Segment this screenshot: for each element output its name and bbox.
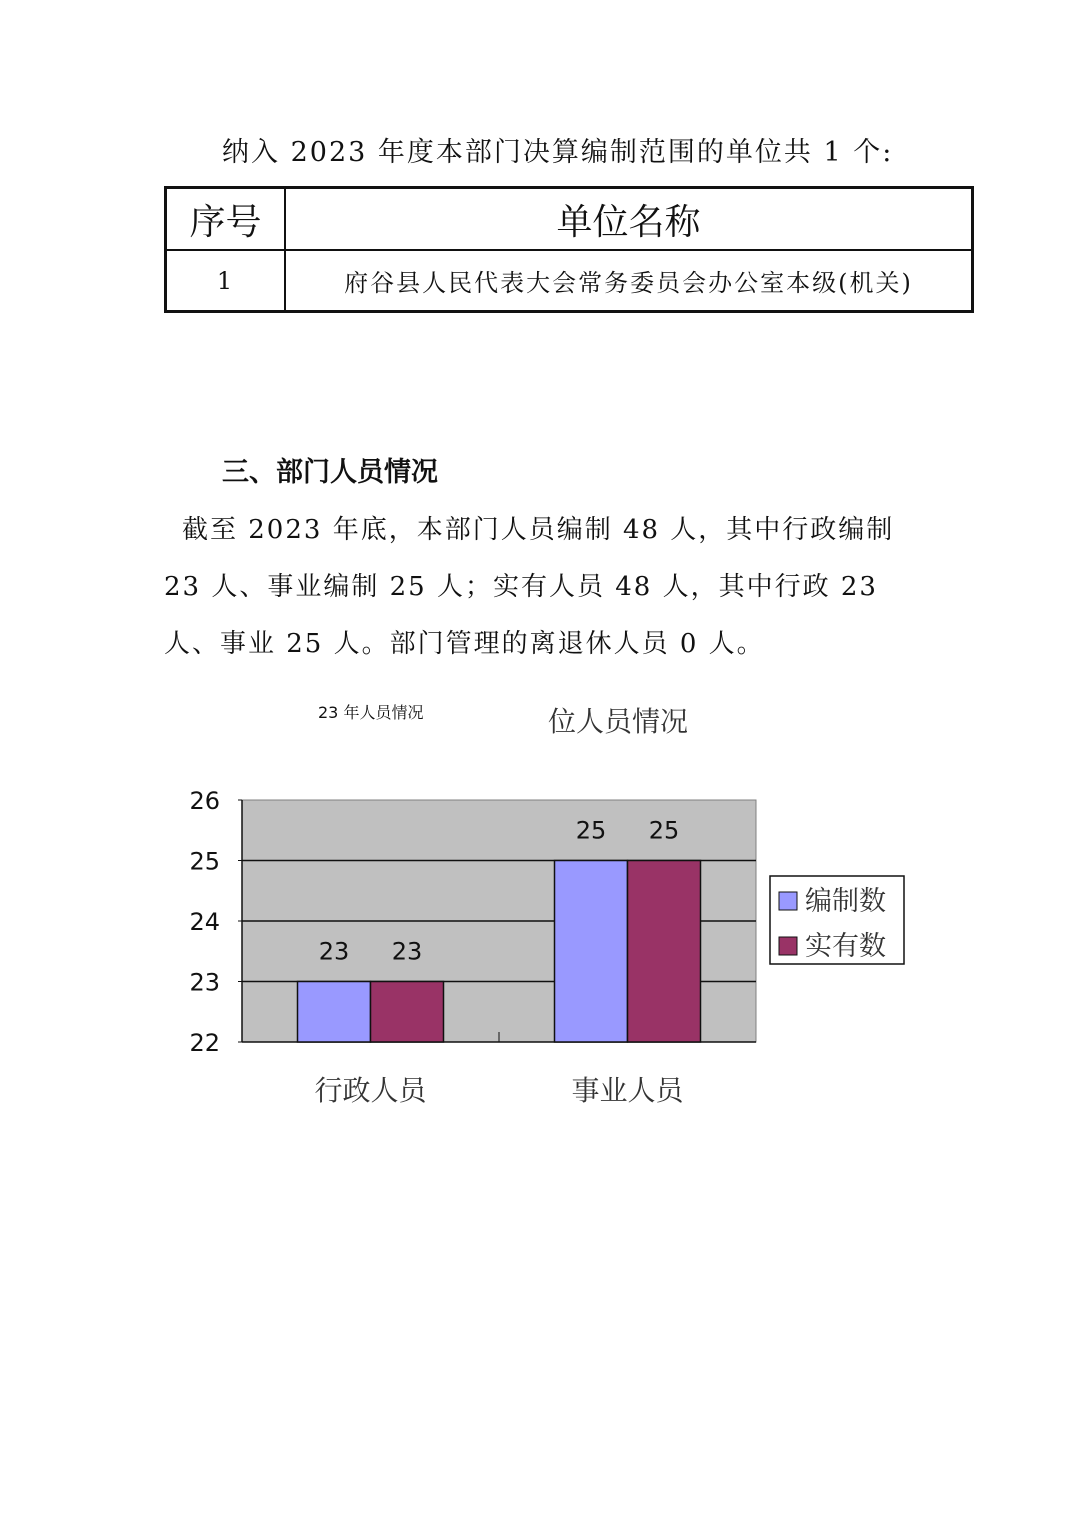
bar	[628, 861, 701, 1043]
data-label: 25	[575, 816, 607, 845]
chart-title: 位人员情况	[548, 705, 689, 738]
legend-label: 编制数	[805, 886, 886, 917]
y-tick-label: 24	[189, 908, 220, 936]
table-row	[166, 250, 973, 312]
cell-unit-name: 府谷县人民代表大会常务委员会办公室本级(机关)	[285, 250, 973, 312]
y-tick-label: 26	[189, 787, 220, 815]
bar	[555, 861, 628, 1043]
cell-seq: 1	[166, 250, 286, 312]
section-title: 三、部门人员情况	[222, 457, 438, 488]
unit-table	[164, 186, 974, 313]
x-category-label: 行政人员	[314, 1074, 427, 1107]
header-unit-name: 单位名称	[285, 188, 973, 251]
y-tick-label: 22	[189, 1029, 220, 1057]
bar	[298, 982, 371, 1043]
data-label: 23	[318, 937, 350, 966]
staff-paragraph	[164, 502, 924, 673]
x-category-label: 事业人员	[571, 1074, 684, 1107]
legend-swatch	[779, 892, 797, 910]
table-header-row	[166, 188, 973, 251]
intro-text: 纳入 2023 年度本部门决算编制范围的单位共 1 个:	[222, 137, 894, 168]
staff-paragraph-text: 截至 2023 年底，本部门人员编制 48 人，其中行政编制 23 人、事业编制 25 人；实有人员 48 人，其中行政 23 人、事业 25 人。部门管理的离退休人员 0 人。	[164, 515, 895, 659]
data-label: 25	[648, 816, 680, 845]
y-tick-label: 25	[189, 847, 220, 876]
data-label: 23	[391, 937, 423, 966]
bar	[371, 982, 444, 1043]
y-tick-label: 23	[189, 968, 220, 997]
staff-bar-chart	[170, 770, 930, 1120]
chart-label: 23 年人员情况	[318, 703, 424, 722]
header-seq: 序号	[166, 188, 286, 251]
legend-swatch	[779, 937, 797, 955]
legend-label: 实有数	[805, 931, 886, 962]
